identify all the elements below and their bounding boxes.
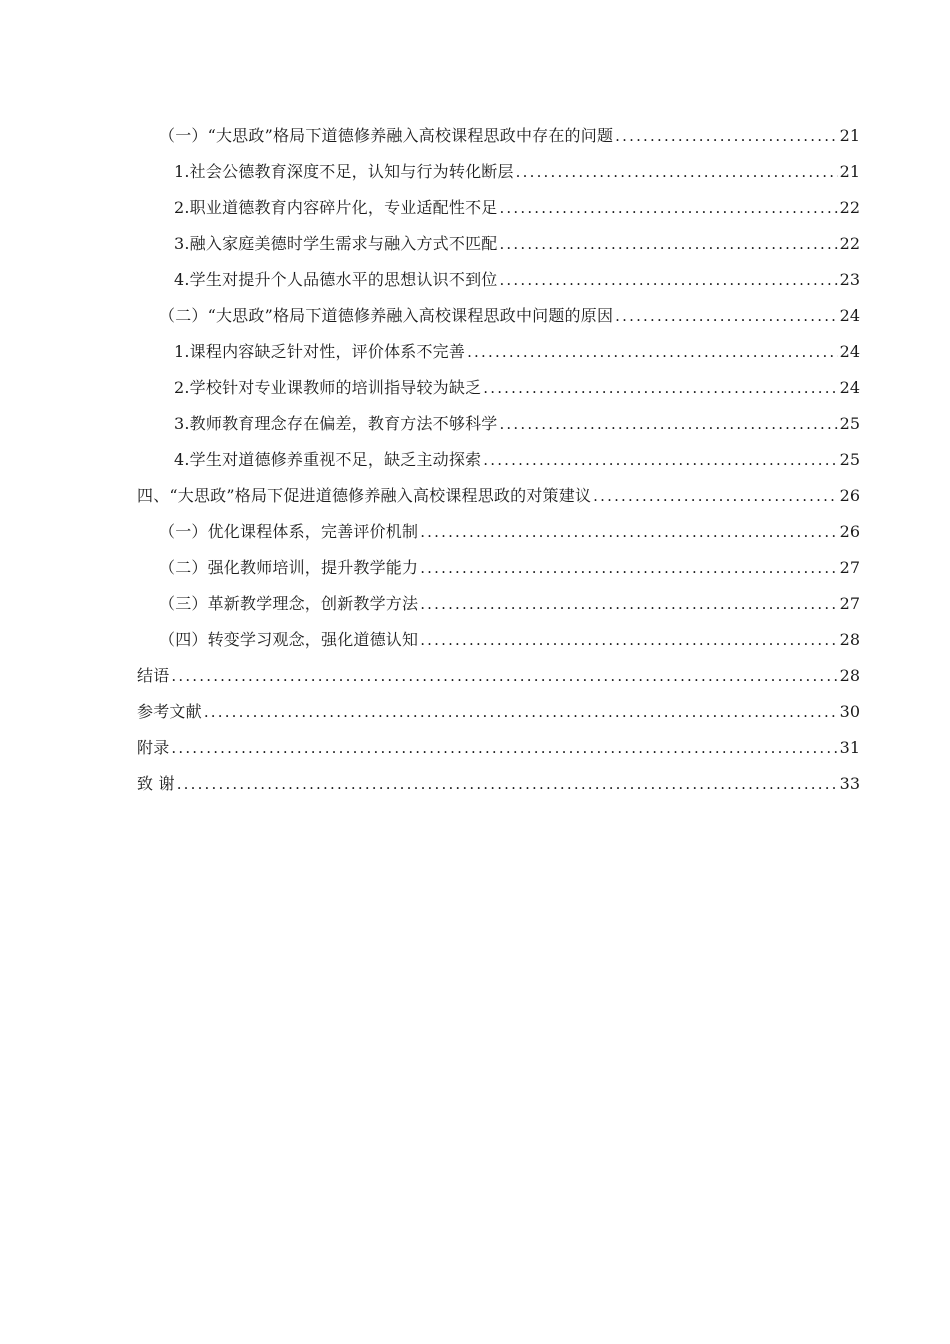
toc-page-number: 27 <box>839 594 860 613</box>
toc-dot-leader <box>420 586 837 622</box>
toc-entry-title: 3.融入家庭美德时学生需求与融入方式不匹配 <box>174 234 498 253</box>
toc-entry[interactable] <box>137 154 860 190</box>
toc-dot-leader <box>615 298 837 334</box>
toc-dot-leader <box>171 658 837 694</box>
toc-entry-title: 4.学生对道德修养重视不足，缺乏主动探索 <box>174 450 482 469</box>
toc-page-number: 26 <box>839 486 860 505</box>
toc-entry-title: 1.课程内容缺乏针对性，评价体系不完善 <box>174 342 466 361</box>
toc-dot-leader <box>483 442 837 478</box>
toc-entry-title: （四）转变学习观念，强化道德认知 <box>159 630 419 649</box>
toc-entry[interactable] <box>137 694 860 730</box>
toc-entry-title: （一）“大思政”格局下道德修养融入高校课程思政中存在的问题 <box>159 126 614 145</box>
toc-entry[interactable] <box>137 370 860 406</box>
toc-entry[interactable] <box>137 586 860 622</box>
toc-entry-title: 附录 <box>137 738 170 757</box>
toc-page-number: 24 <box>839 306 860 325</box>
toc-entry-title: 致 谢 <box>137 774 175 793</box>
toc-page-number: 33 <box>839 774 860 793</box>
toc-entry-title: 2.职业道德教育内容碎片化，专业适配性不足 <box>174 198 498 217</box>
toc-page-number: 26 <box>839 522 860 541</box>
toc-entry-title: （一）优化课程体系，完善评价机制 <box>159 522 419 541</box>
toc-entry[interactable] <box>137 550 860 586</box>
toc-page-number: 31 <box>839 738 860 757</box>
toc-entry[interactable] <box>137 478 860 514</box>
toc-dot-leader <box>516 154 838 190</box>
toc-dot-leader <box>420 550 837 586</box>
toc-entry-title: 3.教师教育理念存在偏差，教育方法不够科学 <box>174 414 498 433</box>
toc-entry[interactable] <box>137 334 860 370</box>
toc-entry[interactable] <box>137 226 860 262</box>
toc-entry[interactable] <box>137 766 860 802</box>
toc-page-number: 24 <box>839 378 860 397</box>
toc-dot-leader <box>171 730 837 766</box>
toc-dot-leader <box>593 478 837 514</box>
toc-page-number: 23 <box>839 270 860 289</box>
toc-dot-leader <box>483 370 837 406</box>
toc-entry[interactable] <box>137 622 860 658</box>
toc-entry-title: （二）“大思政”格局下道德修养融入高校课程思政中问题的原因 <box>159 306 614 325</box>
toc-dot-leader <box>204 694 838 730</box>
toc-page-number: 25 <box>839 414 860 433</box>
table-of-contents <box>137 118 860 802</box>
toc-page-number: 22 <box>839 198 860 217</box>
toc-page-number: 22 <box>839 234 860 253</box>
toc-dot-leader <box>420 514 837 550</box>
toc-entry[interactable] <box>137 442 860 478</box>
toc-entry[interactable] <box>137 406 860 442</box>
toc-entry[interactable] <box>137 514 860 550</box>
toc-entry-title: 参考文献 <box>137 702 202 721</box>
toc-entry[interactable] <box>137 190 860 226</box>
toc-entry[interactable] <box>137 262 860 298</box>
toc-entry-title: 1.社会公德教育深度不足，认知与行为转化断层 <box>174 162 514 181</box>
toc-entry[interactable] <box>137 658 860 694</box>
toc-page-number: 25 <box>839 450 860 469</box>
toc-entry[interactable] <box>137 730 860 766</box>
toc-entry[interactable] <box>137 118 860 154</box>
toc-page-number: 21 <box>839 162 860 181</box>
toc-page-number: 28 <box>839 666 860 685</box>
toc-dot-leader <box>615 118 837 154</box>
toc-page-number: 27 <box>839 558 860 577</box>
toc-dot-leader <box>420 622 837 658</box>
toc-dot-leader <box>467 334 838 370</box>
toc-page-number: 21 <box>839 126 860 145</box>
toc-entry-title: 结语 <box>137 666 170 685</box>
toc-page-number: 24 <box>839 342 860 361</box>
toc-dot-leader <box>177 766 838 802</box>
toc-dot-leader <box>499 262 837 298</box>
toc-page-number: 30 <box>839 702 860 721</box>
toc-entry-title: 2.学校针对专业课教师的培训指导较为缺乏 <box>174 378 482 397</box>
toc-entry-title: 4.学生对提升个人品德水平的思想认识不到位 <box>174 270 498 289</box>
toc-entry-title: （二）强化教师培训，提升教学能力 <box>159 558 419 577</box>
toc-dot-leader <box>499 406 837 442</box>
toc-entry[interactable] <box>137 298 860 334</box>
toc-dot-leader <box>499 226 837 262</box>
toc-page-number: 28 <box>839 630 860 649</box>
toc-dot-leader <box>499 190 837 226</box>
toc-entry-title: （三）革新教学理念，创新教学方法 <box>159 594 419 613</box>
toc-entry-title: 四、“大思政”格局下促进道德修养融入高校课程思政的对策建议 <box>137 486 592 505</box>
